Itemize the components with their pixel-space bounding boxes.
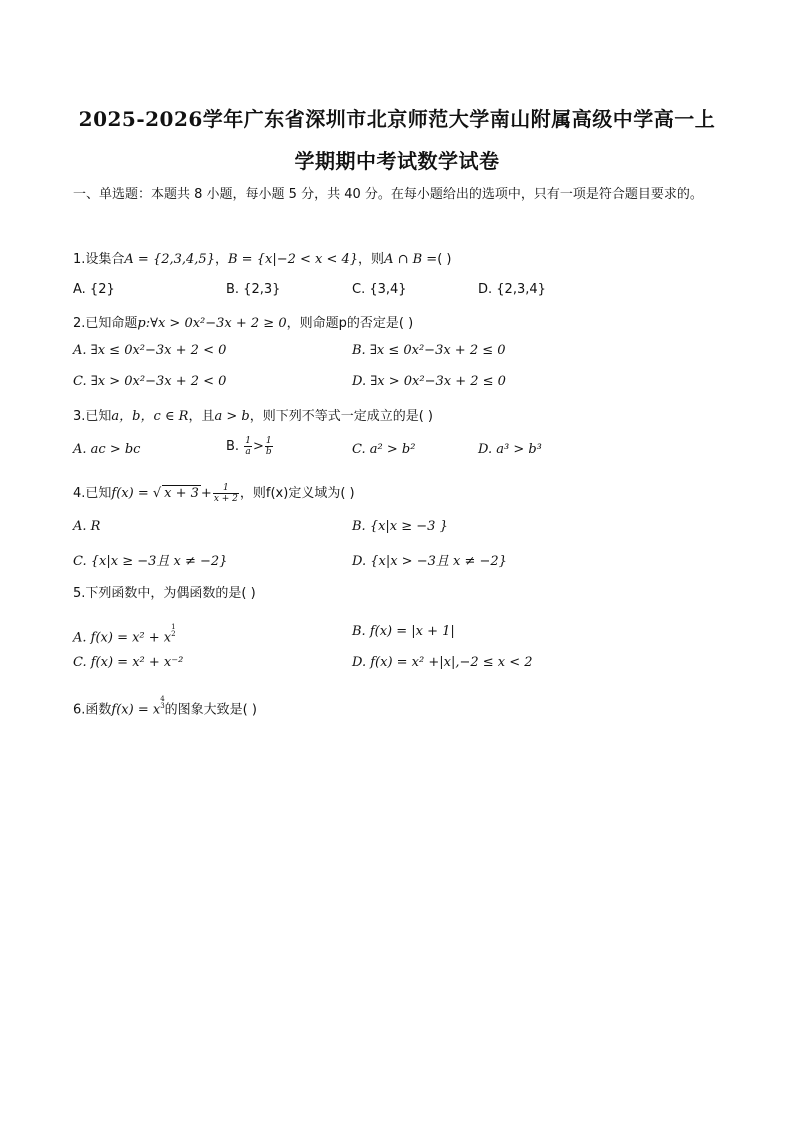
q3-option-d[interactable]: D. a³ > b³ (478, 442, 542, 457)
exam-title-line1: 2025-2026学年广东省深圳市北京师范大学南山附属高级中学高一上 (78, 107, 716, 131)
q4-option-d[interactable]: D. {x|x > −3且 x ≠ −2} (352, 554, 507, 569)
question-1-stem: 1.设集合A = {2,3,4,5}，B = {x|−2 < x < 4}，则A ∩ B =( ) (73, 252, 452, 267)
q5-option-a[interactable]: A. f(x) = x² + x 1 2 (73, 623, 176, 646)
question-6-stem: 6.函数f(x) = x 4 3 的图象大致是( ) (73, 695, 257, 718)
q4-frac: $\frac{1}{x + 2}$ (213, 483, 238, 504)
q2-option-c[interactable]: C. ∃x > 0x²−3x + 2 < 0 (73, 374, 227, 389)
q4-option-a[interactable]: A. R (73, 519, 101, 534)
q1-option-b[interactable]: B. {2,3} (226, 282, 281, 297)
q3-b-frac1: $\frac{1}{a}$ (245, 436, 251, 457)
q1-option-d[interactable]: D. {2,3,4} (478, 282, 546, 297)
q3-option-a[interactable]: A. ac > bc (73, 442, 141, 457)
q2-option-a[interactable]: A. ∃x ≤ 0x²−3x + 2 < 0 (73, 343, 227, 358)
q1-option-c[interactable]: C. {3,4} (352, 282, 407, 297)
q5-a-exponent: 1 2 (171, 623, 176, 638)
q1-option-a[interactable]: A. {2} (73, 282, 115, 297)
sqrt-symbol: √ (152, 486, 162, 501)
question-5-stem: 5.下列函数中，为偶函数的是( ) (73, 586, 256, 601)
q2-option-d[interactable]: D. ∃x > 0x²−3x + 2 ≤ 0 (352, 374, 506, 389)
q3-option-b[interactable]: B. $\frac{1}{a}$ > $\frac{1}{b}$ (226, 436, 272, 457)
q3-b-frac2: $\frac{1}{b}$ (265, 436, 272, 457)
question-3-stem: 3.已知a，b，c ∈ R，且a > b，则下列不等式一定成立的是( ) (73, 409, 433, 424)
section-heading: 一、单选题：本题共 8 小题，每小题 5 分，共 40 分。在每小题给出的选项中，只有一项是符合题目要求的。 (73, 187, 703, 202)
q5-option-d[interactable]: D. f(x) = x² +|x|,−2 ≤ x < 2 (352, 655, 533, 670)
q5-option-b[interactable]: B. f(x) = |x + 1| (352, 624, 455, 639)
q3-option-c[interactable]: C. a² > b² (352, 442, 416, 457)
question-2-stem: 2.已知命题p:∀x > 0x²−3x + 2 ≥ 0，则命题p的否定是( ) (73, 316, 414, 331)
q5-option-c[interactable]: C. f(x) = x² + x⁻² (73, 655, 184, 670)
question-4-stem: 4.已知f(x) = √ x + 3 + $\frac{1}{x + 2}$ ，则f(x)定义域为( ) (73, 483, 355, 504)
q4-option-b[interactable]: B. {x|x ≥ −3 } (352, 519, 448, 534)
q6-exponent: 4 3 (160, 695, 165, 710)
q4-option-c[interactable]: C. {x|x ≥ −3且 x ≠ −2} (73, 554, 228, 569)
q2-option-b[interactable]: B. ∃x ≤ 0x²−3x + 2 ≤ 0 (352, 343, 506, 358)
exam-title-line2: 学期期中考试数学试卷 (294, 149, 500, 173)
